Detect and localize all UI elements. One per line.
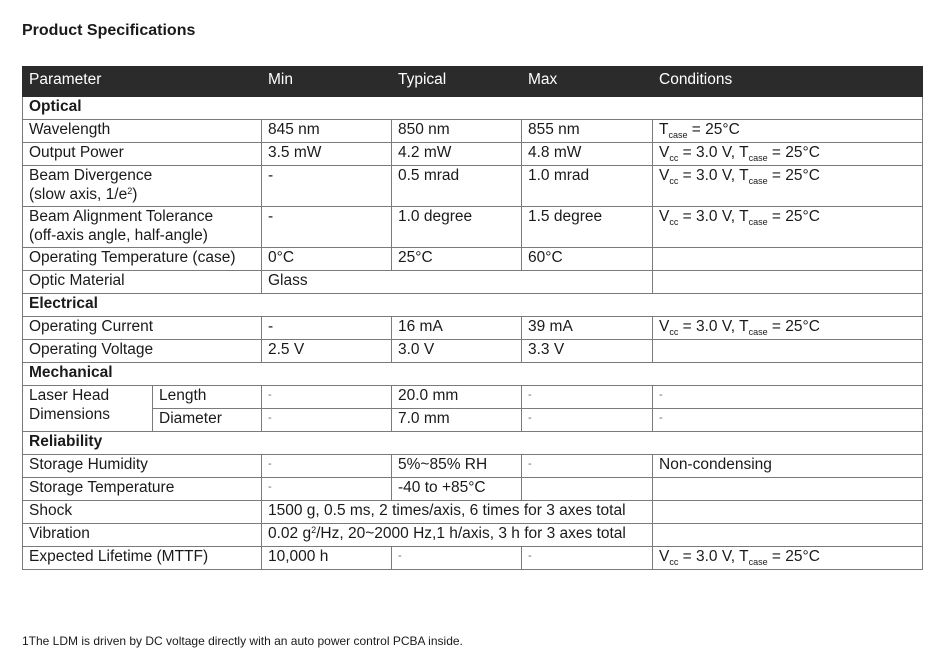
section-mechanical — [23, 363, 923, 386]
cond-cell — [653, 271, 923, 294]
value-cell: 0.02 $g^2/Hz$, 20~2000 Hz,1 h/axis, 3 h for 3 axes total — [262, 524, 653, 547]
max-cell: 39 mA — [522, 317, 653, 340]
cond-cell — [653, 478, 923, 501]
table-row — [23, 501, 923, 524]
cond-cell — [653, 248, 923, 271]
section-label: Electrical — [23, 294, 923, 317]
table-row — [23, 248, 923, 271]
param-cell: Output Power — [23, 143, 262, 166]
typ-cell: -40 to +85°C — [392, 478, 522, 501]
table-row — [23, 166, 923, 207]
subparam-cell: Length — [153, 386, 262, 409]
param-cell: Storage Temperature — [23, 478, 262, 501]
max-cell: 1.5 degree — [522, 207, 653, 248]
param-cell: Operating Temperature (case) — [23, 248, 262, 271]
table-row — [23, 207, 923, 248]
param-cell: Beam Divergence (slow axis, $1/e^2$) — [23, 166, 262, 207]
cond-cell: $V_{cc} = 3.0$ V, $T_{case} = 25^\circ C$ — [653, 547, 923, 570]
table-row — [23, 547, 923, 570]
typ-cell: - — [392, 547, 522, 570]
table-row — [23, 455, 923, 478]
param-cell: Beam Alignment Tolerance (off-axis angle, half-angle) — [23, 207, 262, 248]
header-conditions: Conditions — [653, 67, 923, 97]
spec-table — [22, 66, 923, 570]
typ-cell: 5%~85% RH — [392, 455, 522, 478]
section-reliability — [23, 432, 923, 455]
max-cell: 855 nm — [522, 120, 653, 143]
header-parameter: Parameter — [23, 67, 262, 97]
table-row — [23, 271, 923, 294]
cond-cell: $T_{case} = 25^\circ C$ — [653, 120, 923, 143]
min-cell: 3.5 mW — [262, 143, 392, 166]
min-cell: - — [262, 166, 392, 207]
max-cell: - — [522, 386, 653, 409]
header-min: Min — [262, 67, 392, 97]
param-cell: Optic Material — [23, 271, 262, 294]
section-label: Reliability — [23, 432, 923, 455]
section-optical — [23, 97, 923, 120]
table-row — [23, 340, 923, 363]
footnote: 1The LDM is driven by DC voltage directly with an auto power control PCBA inside. — [22, 634, 463, 648]
param-cell: Operating Current — [23, 317, 262, 340]
table-row — [23, 524, 923, 547]
param-cell: Shock — [23, 501, 262, 524]
table-row — [23, 409, 923, 432]
cond-cell: $V_{cc} = 3.0$ V, $T_{case} = 25^\circ C$ — [653, 317, 923, 340]
typ-cell: 20.0 mm — [392, 386, 522, 409]
max-cell: 60°C — [522, 248, 653, 271]
cond-cell: $V_{cc} = 3.0$ V, $T_{case} = 25^\circ C$ — [653, 143, 923, 166]
typ-cell: 7.0 mm — [392, 409, 522, 432]
min-cell: - — [262, 409, 392, 432]
table-row — [23, 386, 923, 409]
typ-cell: 16 mA — [392, 317, 522, 340]
typ-cell: 25°C — [392, 248, 522, 271]
table-row — [23, 120, 923, 143]
table-header-row — [23, 67, 923, 97]
param-cell: Operating Voltage — [23, 340, 262, 363]
cond-cell: Non-condensing — [653, 455, 923, 478]
header-max: Max — [522, 67, 653, 97]
table-row — [23, 317, 923, 340]
table-row — [23, 143, 923, 166]
section-label: Optical — [23, 97, 923, 120]
cond-cell: $V_{cc} = 3.0$ V, $T_{case} = 25^\circ C$ — [653, 207, 923, 248]
typ-cell: 4.2 mW — [392, 143, 522, 166]
section-label: Mechanical — [23, 363, 923, 386]
param-cell: Storage Humidity — [23, 455, 262, 478]
typ-cell: 0.5 mrad — [392, 166, 522, 207]
cond-cell: $V_{cc} = 3.0$ V, $T_{case} = 25^\circ C$ — [653, 166, 923, 207]
typ-cell: 3.0 V — [392, 340, 522, 363]
subparam-cell: Diameter — [153, 409, 262, 432]
cond-cell: - — [653, 386, 923, 409]
min-cell: - — [262, 455, 392, 478]
max-cell: 4.8 mW — [522, 143, 653, 166]
cond-cell — [653, 524, 923, 547]
max-cell: 1.0 mrad — [522, 166, 653, 207]
typ-cell: 1.0 degree — [392, 207, 522, 248]
cond-cell — [653, 340, 923, 363]
min-cell: - — [262, 478, 392, 501]
param-cell: Laser Head Dimensions — [23, 386, 153, 432]
table-row — [23, 478, 923, 501]
param-cell: Expected Lifetime (MTTF) — [23, 547, 262, 570]
max-cell — [522, 478, 653, 501]
typ-cell: 850 nm — [392, 120, 522, 143]
min-cell: - — [262, 317, 392, 340]
min-cell: - — [262, 207, 392, 248]
header-typical: Typical — [392, 67, 522, 97]
max-cell: - — [522, 455, 653, 478]
min-cell: 2.5 V — [262, 340, 392, 363]
value-cell: 1500 g, 0.5 ms, 2 times/axis, 6 times for 3 axes total — [262, 501, 653, 524]
param-cell: Vibration — [23, 524, 262, 547]
min-cell: 0°C — [262, 248, 392, 271]
max-cell: - — [522, 547, 653, 570]
min-cell: - — [262, 386, 392, 409]
section-electrical — [23, 294, 923, 317]
min-cell: 845 nm — [262, 120, 392, 143]
param-cell: Wavelength — [23, 120, 262, 143]
max-cell: 3.3 V — [522, 340, 653, 363]
cond-cell — [653, 501, 923, 524]
max-cell: - — [522, 409, 653, 432]
cond-cell: - — [653, 409, 923, 432]
min-cell: Glass — [262, 271, 653, 294]
min-cell: 10,000 h — [262, 547, 392, 570]
page-title: Product Specifications — [22, 22, 196, 39]
